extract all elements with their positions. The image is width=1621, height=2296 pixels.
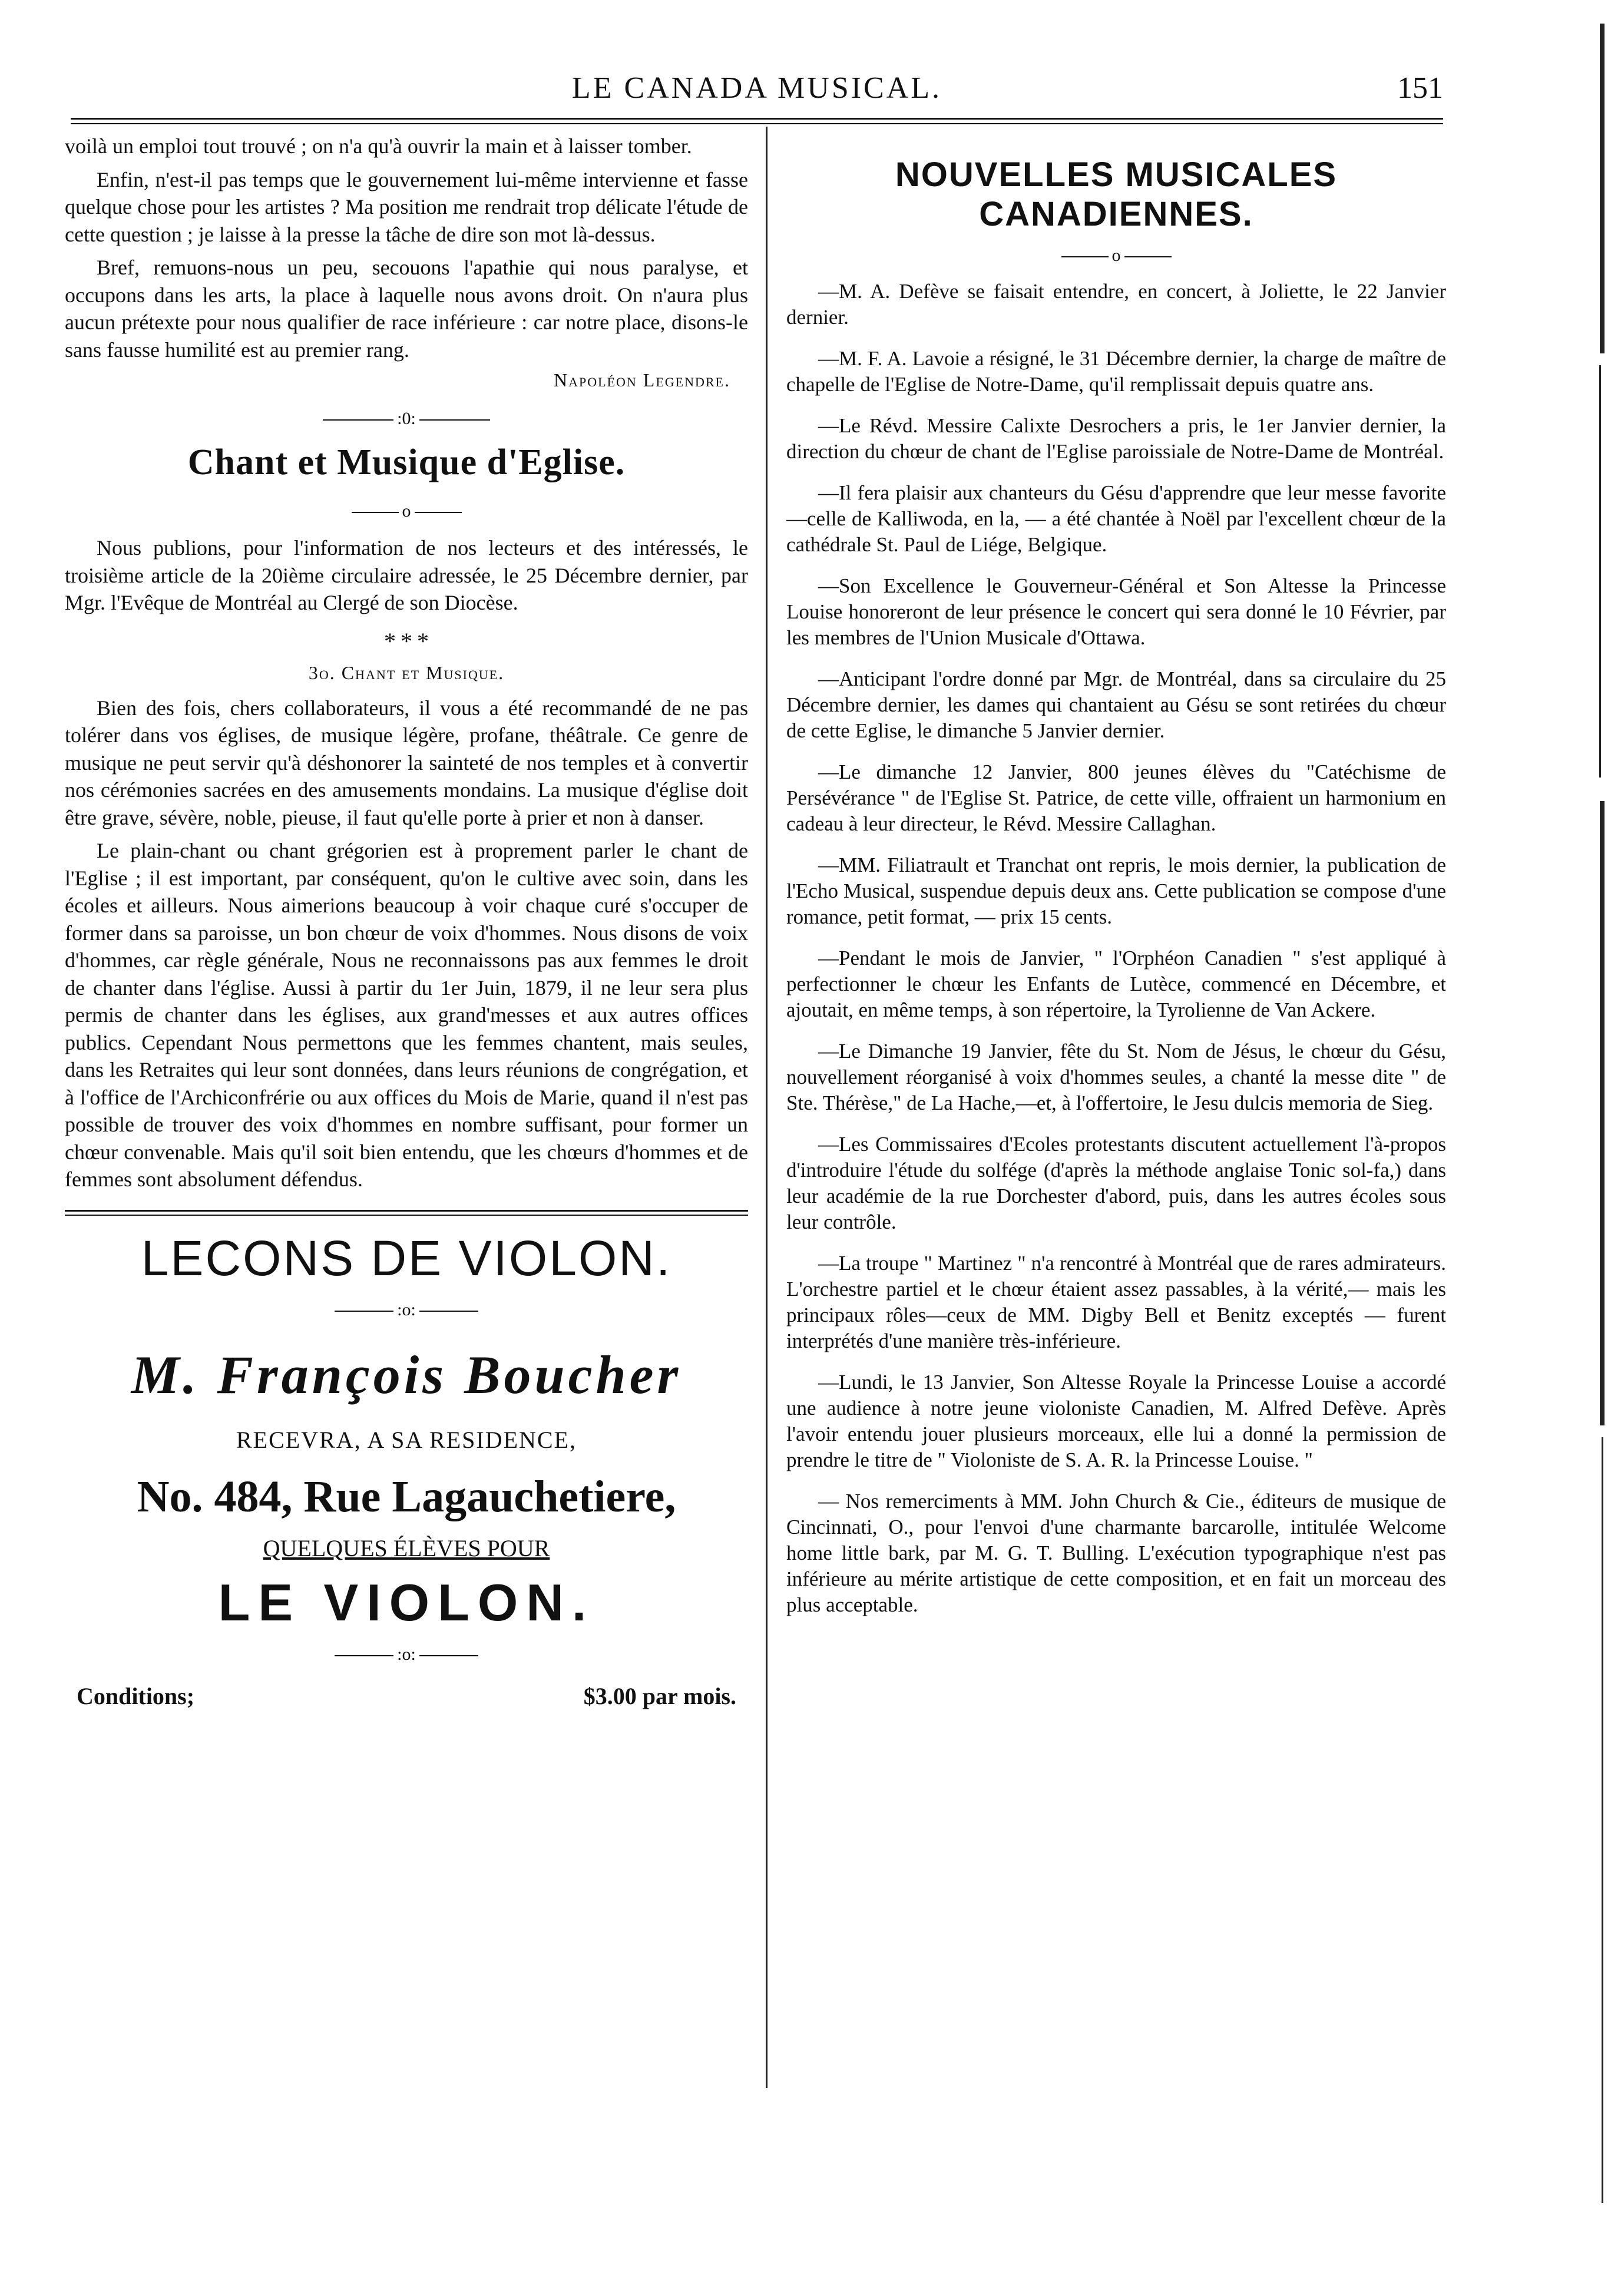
news-item: — Nos remerciments à MM. John Church & Cie., éditeurs de musique de Cincinnati, O., pour l'envoi d'une charmante barcarolle, intitulée Welcome home little bark, par M. G. T. Bulling. L'exécution typographique n'est pas inférieure au mérite artistique de cette composition, et en fait un morceau des plus acceptable. xyxy=(786,1490,1446,1616)
paragraph: Enfin, n'est-il pas temps que le gouvernement lui-même intervienne et fasse quelque chose pour les artistes ? Ma position me rendrait trop délicate l'étude de cette question ; je laisse à la presse la tâche de dire son mot là-dessus. xyxy=(65,167,748,246)
ad-title: LECONS DE VIOLON. xyxy=(141,1230,672,1286)
ad-rule xyxy=(65,1215,748,1216)
separator-mark: :o: xyxy=(397,1644,416,1664)
ad-conditions xyxy=(77,1682,736,1710)
conditions-price: $3.00 par mois. xyxy=(583,1682,736,1709)
news-item: —La troupe " Martinez " n'a rencontré à Montréal que de rares admirateurs. L'orchestre partiel et le chœur étaient assez passables, à la vérité,— mais les principaux rôles—ceux de MM. Digby Bell et Benitz exceptés — furent interprétés d'une manière très-inférieure. xyxy=(786,1252,1446,1352)
news-item: —Il fera plaisir aux chanteurs du Gésu d'apprendre que leur messe favorite—celle de Kalliwoda, en la, — a été chantée à Noël par l'excellent chœur de la cathédrale St. Paul de Liége, Belgique. xyxy=(786,481,1446,556)
news-item: —Son Excellence le Gouverneur-Général et Son Altesse la Princesse Louise honoreront de leur présence le concert qui sera donné le 10 Février, par les membres de l'Union Musicale d'Ottawa. xyxy=(786,574,1446,649)
news-item: —Lundi, le 13 Janvier, Son Altesse Royale la Princesse Louise a accordé une audience à notre jeune violoniste Canadien, M. Alfred Defève. Après l'avoir entendu jouer plusieurs morceaux, elle lui a donné la permission de prendre le titre de " Violoniste de S. A. R. la Princesse Louise. " xyxy=(786,1371,1446,1471)
header-rule xyxy=(71,118,1443,124)
separator-mark: o xyxy=(1111,246,1121,265)
paragraph: Bref, remuons-nous un peu, secouons l'apathie qui nous paralyse, et occupons dans les arts, la place à laquelle nous avons droit. On n'aura plus aucun prétexte pour nous qualifier de race inférieure : car notre place, disons-le sans fausse humilité est au premier rang. xyxy=(65,256,748,362)
ad-rule xyxy=(65,1210,748,1212)
separator xyxy=(65,1645,748,1665)
news-item: —MM. Filiatrault et Tranchat ont repris, le mois dernier, la publication de l'Echo Musical, suspendue depuis deux ans. Cette publication se compose d'une romance, petit format, — prix 15 cents. xyxy=(786,853,1446,928)
scan-edge-mark xyxy=(1600,801,1605,1425)
news-item: —M. F. A. Lavoie a résigné, le 31 Décembre dernier, la charge de maître de chapelle de l'Eglise de Notre-Dame, qu'il remplissait depuis quatre ans. xyxy=(786,347,1446,396)
news-item: —M. A. Defève se faisait entendre, en concert, à Joliette, le 22 Janvier dernier. xyxy=(786,280,1446,329)
section-title: NOUVELLES MUSICALES CANADIENNES. xyxy=(895,156,1338,233)
separator-mark: :o: xyxy=(397,1299,416,1319)
news-item: —Le dimanche 12 Janvier, 800 jeunes élèves du "Catéchisme de Persévérance " de l'Eglise St. Patrice, de cette ville, offraient un harmonium en cadeau à leur directeur, le Révd. Messire Callaghan. xyxy=(786,760,1446,835)
news-item: —Anticipant l'ordre donné par Mgr. de Montréal, dans sa circulaire du 25 Décembre dernier, les dames qui chantaient au Gésu se sont retirées du chœur de cette Eglise, le dimanche 5 Janvier dernier. xyxy=(786,667,1446,742)
conditions-label: Conditions; xyxy=(77,1682,195,1709)
column-divider xyxy=(766,127,768,2088)
ad-instrument: LE VIOLON. xyxy=(218,1573,595,1632)
subheading: 3o. Chant et Musique. xyxy=(308,661,505,683)
news-item: —Pendant le mois de Janvier, " l'Orphéon Canadien " s'est appliqué à perfectionner le chœur les Enfants de Lutèce, commencé en Décembre, et ajoutait, en même temps, à son répertoire, la Tyrolienne de Van Ackere. xyxy=(786,947,1446,1021)
paragraph: Bien des fois, chers collaborateurs, il vous a été recommandé de ne pas tolérer dans vos églises, de musique légère, profane, théâtrale. Ce genre de musique ne peut servir qu'à déshonorer la sainteté de nos temples et à convertir nos cérémonies sacrées en des amusements mondains. La musique d'église doit être grave, sévère, noble, pieuse, il faut qu'elle porte à prier et non à danser. xyxy=(65,696,748,829)
separator xyxy=(65,1300,748,1320)
scan-edge-mark xyxy=(1602,1437,1603,2203)
separator-mark: o xyxy=(402,501,411,521)
advertisement xyxy=(65,1230,748,1710)
ad-address: No. 484, Rue Lagauchetiere, xyxy=(137,1471,676,1521)
separator xyxy=(65,409,748,429)
paragraph: Le plain-chant ou chant grégorien est à proprement parler le chant de l'Eglise ; il est important, par conséquent, qu'on le cultive avec soin, dans les écoles et ailleurs. Nous aimerions beaucoup à voir chaque curé s'occuper de former dans sa paroisse, un bon chœur de voix d'hommes. Nous disons de voix d'hommes, car règle générale, Nous ne reconnaissons pas aux femmes le droit de chanter dans l'église. Aussi à partir du 1er Juin, 1879, il ne leur sera plus permis de chanter dans les églises, aux grand'messes et aux autres offices publics. Cependant Nous permettons que les femmes chantent, mais seules, dans les Retraites qui leur sont données, dans leurs réunions de congrégation, et à l'office de l'Archiconfrérie ou aux offices du Mois de Marie, quand il n'est pas possible de trouver des voix d'hommes en nombre suffisant, pour former un chœur convenable. Mais qu'il soit bien entendu, que les chœurs d'hommes et de femmes sont absolument défendus. xyxy=(65,839,748,1191)
right-column xyxy=(786,133,1446,1633)
page-header xyxy=(71,71,1443,112)
scan-edge-mark xyxy=(1599,365,1601,778)
paragraph: Nous publions, pour l'information de nos lecteurs et des intéressés, le troisième article de la 20ième circulaire adressée, le 25 Décembre dernier, par Mgr. l'Evêque de Montréal au Clergé de son Diocèse. xyxy=(65,536,748,614)
ad-text: QUELQUES ÉLÈVES POUR xyxy=(263,1534,550,1561)
news-item: —Le Révd. Messire Calixte Desrochers a pris, le 1er Janvier dernier, la direction du chœur de chant de l'Eglise paroissiale de Notre-Dame de Montréal. xyxy=(786,414,1446,463)
separator-mark: :0: xyxy=(397,409,416,428)
paragraph: voilà un emploi tout trouvé ; on n'a qu'à ouvrir la main et à laisser tomber. xyxy=(65,134,692,158)
publication-title: LE CANADA MUSICAL. xyxy=(571,71,942,105)
section-title: Chant et Musique d'Eglise. xyxy=(187,442,626,482)
ad-text: RECEVRA, A SA RESIDENCE, xyxy=(236,1426,577,1453)
left-column xyxy=(65,133,748,1710)
page-number: 151 xyxy=(1397,71,1443,105)
scan-edge-mark xyxy=(1600,24,1605,353)
author-signature: Napoléon Legendre. xyxy=(554,369,730,391)
news-item: —Le Dimanche 19 Janvier, fête du St. Nom de Jésus, le chœur du Gésu, nouvellement réorganisé à voix d'hommes seules, a chanté la messe dite " de Ste. Thérèse," de La Hache,—et, à l'offertoire, le Jesu dulcis memoria de Sieg. xyxy=(786,1040,1446,1114)
separator xyxy=(65,501,748,521)
asterism: * * * xyxy=(383,627,429,654)
separator xyxy=(786,246,1446,266)
ad-teacher-name: M. François Boucher xyxy=(131,1344,682,1405)
news-item: —Les Commissaires d'Ecoles protestants discutent actuellement l'à-propos d'introduire l'étude du solfége (d'après la méthode anglaise Tonic sol-fa,) dans leur académie de la rue Dorchester d'abord, puis, dans les autres écoles sous leur contrôle. xyxy=(786,1133,1446,1233)
news-list xyxy=(786,279,1446,1618)
